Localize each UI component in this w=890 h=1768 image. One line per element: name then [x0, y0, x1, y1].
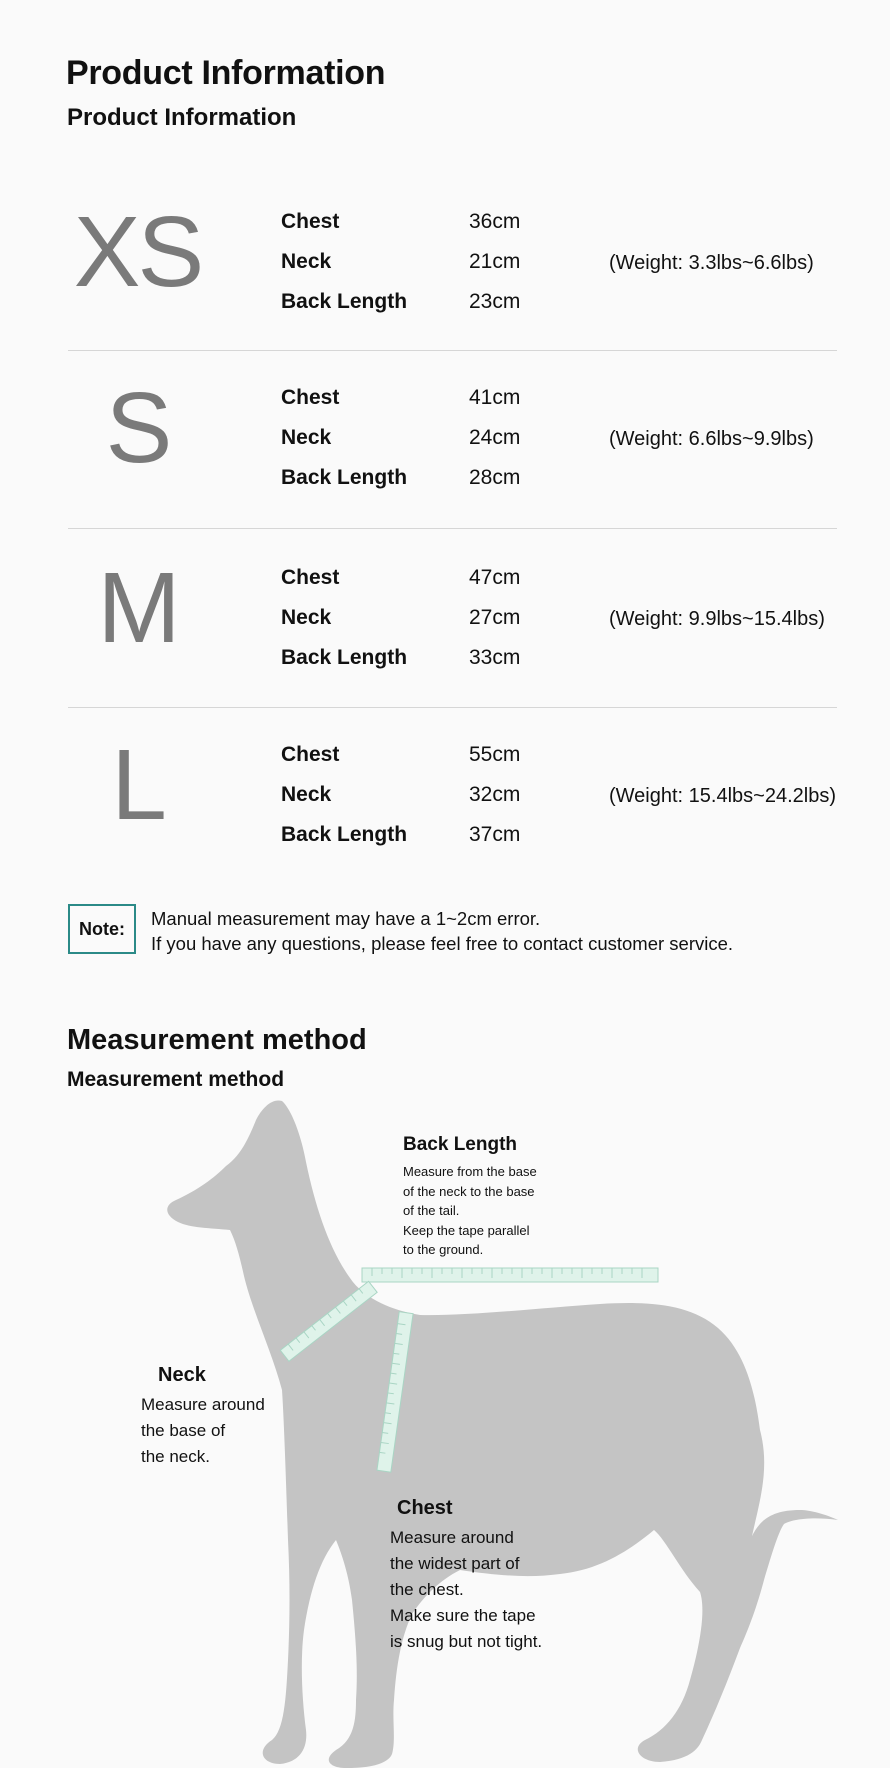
- neck-label: Neck: [281, 250, 332, 273]
- page-title: Product Information: [66, 54, 386, 92]
- back-length-value: 33cm: [469, 646, 521, 669]
- back-length-label: Back Length: [281, 466, 408, 489]
- divider: [68, 528, 837, 529]
- weight-range: (Weight: 6.6lbs~9.9lbs): [609, 428, 814, 450]
- back-length-line: to the ground.: [403, 1242, 484, 1257]
- chest-line: the widest part of: [390, 1554, 520, 1573]
- chest-value: 41cm: [469, 386, 521, 409]
- size-row-xs: [0, 180, 890, 356]
- neck-label: Neck: [281, 426, 332, 449]
- size-letter: S: [105, 372, 170, 484]
- neck-label: Neck: [281, 606, 332, 629]
- neck-line: the neck.: [141, 1447, 210, 1466]
- note-line-2: If you have any questions, please feel free to contact customer service.: [151, 933, 734, 954]
- chest-description: [390, 1525, 542, 1655]
- back-length-title: Back Length: [403, 1134, 518, 1155]
- note-line-1: Manual measurement may have a 1~2cm error.: [151, 908, 541, 929]
- neck-label: Neck: [281, 783, 332, 806]
- divider: [68, 707, 837, 708]
- chest-value: 36cm: [469, 210, 521, 233]
- chest-label: Chest: [281, 386, 340, 409]
- weight-range: (Weight: 3.3lbs~6.6lbs): [609, 252, 814, 274]
- back-length-label: Back Length: [281, 290, 408, 313]
- chest-line: is snug but not tight.: [390, 1632, 543, 1651]
- back-length-line: Keep the tape parallel: [403, 1222, 530, 1238]
- neck-value: 21cm: [469, 250, 521, 273]
- size-row-m: [0, 536, 890, 712]
- back-length-value: 28cm: [469, 466, 521, 489]
- back-length-label: Back Length: [281, 823, 408, 846]
- neck-line: the base of: [141, 1421, 226, 1440]
- chest-value: 55cm: [469, 743, 521, 766]
- back-length-line: Measure from the base: [403, 1164, 537, 1179]
- measurement-diagram: [0, 1100, 890, 1768]
- size-row-l: [0, 713, 890, 889]
- back-length-line: of the neck to the base: [403, 1183, 535, 1199]
- weight-range: (Weight: 15.4lbs~24.2lbs): [609, 785, 836, 807]
- chest-line: Measure around: [390, 1528, 514, 1547]
- size-letter: M: [97, 552, 178, 664]
- size-letter: L: [111, 729, 164, 841]
- back-length-value: 23cm: [469, 290, 521, 313]
- back-length-description: [403, 1162, 537, 1260]
- neck-value: 27cm: [469, 606, 521, 629]
- measurement-title: Measurement method: [67, 1024, 367, 1056]
- note-badge: Note:: [68, 904, 136, 954]
- back-length-value: 37cm: [469, 823, 521, 846]
- chest-label: Chest: [281, 743, 340, 766]
- divider: [68, 350, 837, 351]
- page-subtitle: Product Information: [67, 104, 297, 131]
- size-row-s: [0, 356, 890, 532]
- back-tape-strip: [362, 1268, 658, 1282]
- size-letter: XS: [73, 196, 202, 308]
- back-length-label: Back Length: [281, 646, 408, 669]
- chest-label: Chest: [281, 210, 340, 233]
- weight-range: (Weight: 9.9lbs~15.4lbs): [609, 608, 825, 630]
- chest-line: Make sure the tape: [390, 1606, 536, 1625]
- neck-value: 24cm: [469, 426, 521, 449]
- back-length-line: of the tail.: [403, 1203, 460, 1218]
- back-tape: [362, 1268, 658, 1282]
- neck-title: Neck: [158, 1364, 206, 1386]
- neck-value: 32cm: [469, 783, 521, 806]
- chest-line: the chest.: [390, 1580, 464, 1599]
- measurement-subtitle: Measurement method: [67, 1068, 285, 1091]
- neck-line: Measure around: [141, 1395, 265, 1414]
- chest-label: Chest: [281, 566, 340, 589]
- chest-title: Chest: [397, 1497, 453, 1519]
- chest-value: 47cm: [469, 566, 521, 589]
- neck-description: [141, 1392, 265, 1470]
